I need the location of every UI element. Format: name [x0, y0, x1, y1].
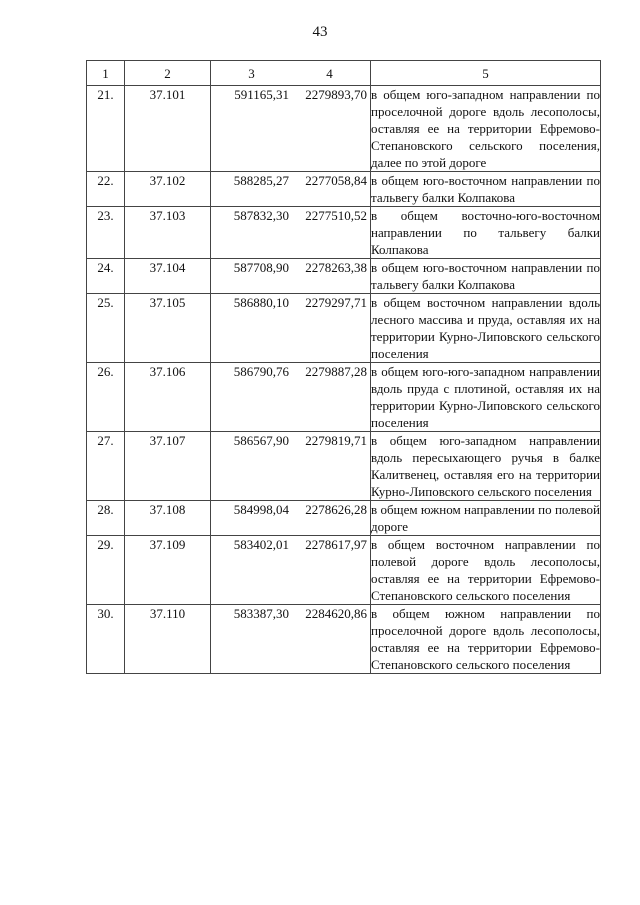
row-number: 22.: [87, 172, 125, 207]
coordinate-x: 586790,76: [233, 364, 289, 379]
coordinates-cell: [211, 605, 371, 674]
coordinate-x: 591165,31: [234, 87, 289, 102]
point-code: 37.102: [125, 172, 211, 207]
point-code: 37.104: [125, 259, 211, 294]
header-col-1: 1: [87, 61, 125, 86]
coordinates-cell: [211, 432, 371, 501]
boundary-description: в общем восточном направлении вдоль лесного массива и пруда, оставляя их на территории Курно-Липовского сельского поселения: [371, 295, 600, 361]
coordinates-cell: [211, 536, 371, 605]
coordinate-y: 2277510,52: [305, 208, 367, 223]
coordinate-x: 586880,10: [233, 295, 289, 310]
table-row: [87, 172, 601, 207]
header-col-5: 5: [371, 61, 601, 86]
point-code: 37.110: [125, 605, 211, 674]
point-code: 37.106: [125, 363, 211, 432]
row-number: 23.: [87, 207, 125, 259]
table-row: [87, 501, 601, 536]
coordinate-x: 583402,01: [233, 537, 289, 552]
row-number: 26.: [87, 363, 125, 432]
boundary-points-table: [86, 60, 601, 674]
table-row: [87, 363, 601, 432]
point-code: 37.108: [125, 501, 211, 536]
coordinate-y: 2278263,38: [305, 260, 367, 275]
boundary-description: в общем юго-восточном направлении по тальвегу балки Колпакова: [371, 260, 600, 292]
header-col-3-4: [211, 61, 371, 86]
point-code: 37.101: [125, 86, 211, 172]
boundary-description: в общем юго-западном направлении по проселочной дороге вдоль лесополосы, оставляя ее на территории Ефремово-Степановского сельского поселения, далее по этой дороге: [371, 87, 600, 170]
coordinate-y: 2279893,70: [305, 87, 367, 102]
coordinate-y: 2279819,71: [305, 433, 367, 448]
table-row: [87, 259, 601, 294]
coordinate-y: 2278617,97: [305, 537, 367, 552]
coordinate-x: 588285,27: [233, 173, 289, 188]
coordinates-cell: [211, 259, 371, 294]
boundary-description: в общем восточно-юго-восточном направлении по тальвегу балки Колпакова: [371, 208, 600, 257]
coordinates-cell: [211, 172, 371, 207]
coordinate-y: 2284620,86: [305, 606, 367, 621]
table-row: [87, 207, 601, 259]
table-row: [87, 605, 601, 674]
row-number: 27.: [87, 432, 125, 501]
point-code: 37.109: [125, 536, 211, 605]
row-number: 29.: [87, 536, 125, 605]
boundary-description: в общем южном направлении по проселочной дороге вдоль лесополосы, оставляя ее на территории Ефремово-Степановского сельского поселения: [371, 606, 600, 672]
table-body: [87, 86, 601, 674]
boundary-description: в общем юго-западном направлении вдоль пересыхающего ручья в балке Калитвенец, оставляя его на территории Курно-Липовского сельского поселения: [371, 433, 600, 499]
point-code: 37.107: [125, 432, 211, 501]
header-col-2: 2: [125, 61, 211, 86]
coordinate-x: 583387,30: [233, 606, 289, 621]
boundary-description: в общем юго-восточном направлении по тальвегу балки Колпакова: [371, 173, 600, 205]
coordinate-y: 2279297,71: [305, 295, 367, 310]
table-header-row: [87, 61, 601, 86]
boundary-description: в общем южном направлении по полевой дороге: [371, 502, 600, 534]
table-row: [87, 294, 601, 363]
boundary-description: в общем восточном направлении по полевой дороге вдоль лесополосы, оставляя ее на территории Ефремово-Степановского сельского поселения: [371, 537, 600, 603]
coordinate-x: 586567,90: [233, 433, 289, 448]
table-row: [87, 536, 601, 605]
coordinates-cell: [211, 207, 371, 259]
row-number: 21.: [87, 86, 125, 172]
point-code: 37.105: [125, 294, 211, 363]
coordinate-x: 584998,04: [233, 502, 289, 517]
coordinates-cell: [211, 86, 371, 172]
header-col-4: 4: [326, 65, 333, 81]
coordinates-cell: [211, 501, 371, 536]
coordinates-cell: [211, 363, 371, 432]
row-number: 30.: [87, 605, 125, 674]
boundary-description: в общем юго-юго-западном направлении вдоль пруда с плотиной, оставляя их на территории Курно-Липовского сельского поселения: [371, 364, 600, 430]
point-code: 37.103: [125, 207, 211, 259]
coordinate-x: 587708,90: [233, 260, 289, 275]
coordinates-cell: [211, 294, 371, 363]
row-number: 24.: [87, 259, 125, 294]
coordinate-y: 2279887,28: [305, 364, 367, 379]
coordinate-y: 2278626,28: [305, 502, 367, 517]
coordinate-x: 587832,30: [233, 208, 289, 223]
header-col-3: 3: [248, 65, 255, 81]
row-number: 28.: [87, 501, 125, 536]
table-row: [87, 86, 601, 172]
coordinate-y: 2277058,84: [305, 173, 367, 188]
table-row: [87, 432, 601, 501]
row-number: 25.: [87, 294, 125, 363]
page-number: 43: [312, 24, 328, 40]
